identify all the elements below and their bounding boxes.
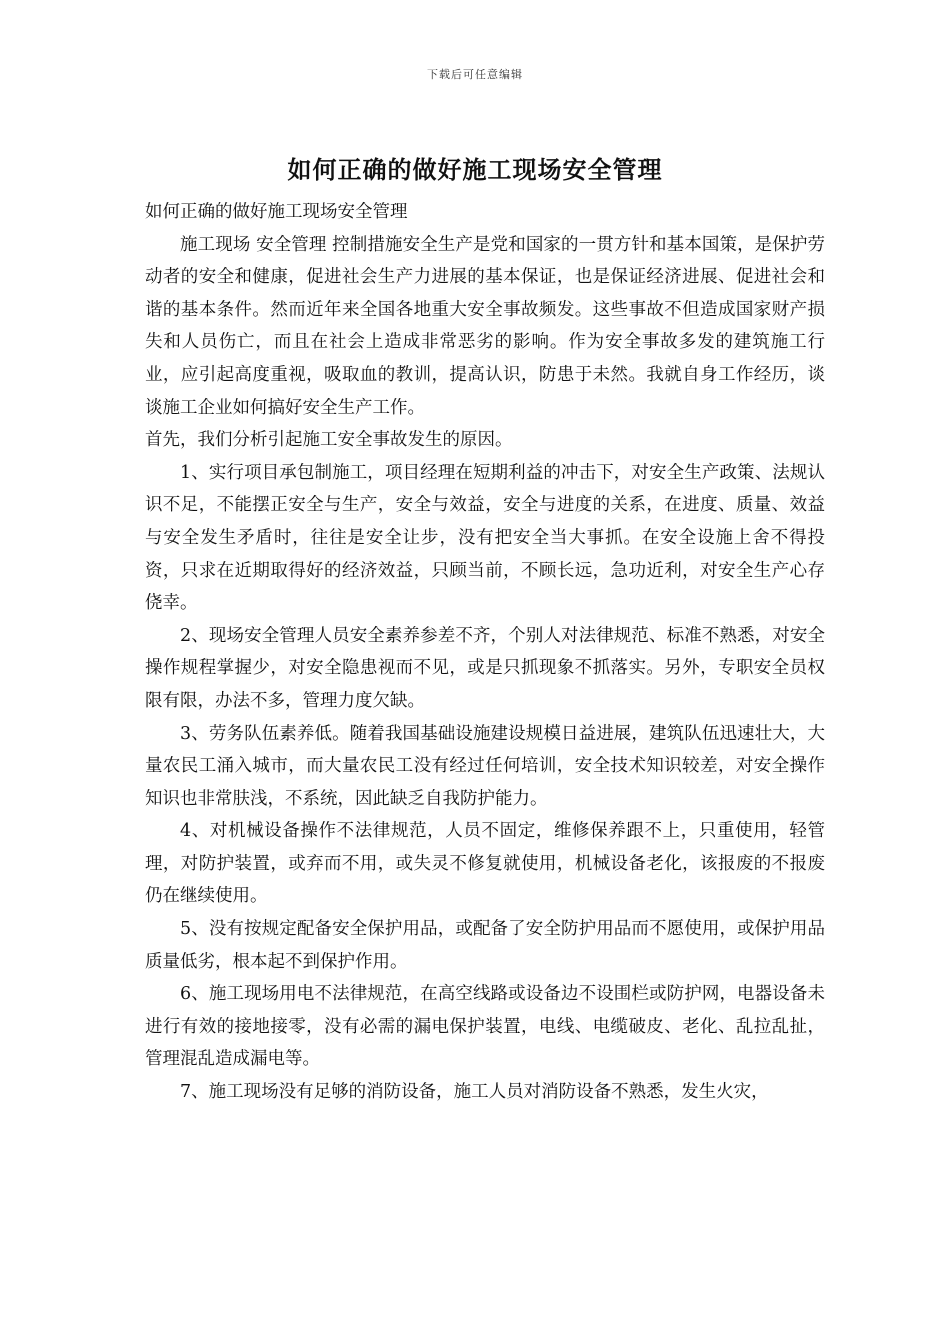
page-header-note: 下载后可任意编辑: [427, 68, 523, 81]
paragraph-cause-4: 4、对机械设备操作不法律规范，人员不固定，维修保养跟不上，只重使用，轻管理，对防护装置，或弃而不用，或失灵不修复就使用，机械设备老化，该报废的不报废仍在继续使用。: [145, 821, 825, 907]
paragraph-cause-5: 5、没有按规定配备安全保护用品，或配备了安全防护用品而不愿使用，或保护用品质量低劣，根本起不到保护作用。: [145, 919, 825, 972]
paragraph-cause-1: 1、实行项目承包制施工，项目经理在短期利益的冲击下，对安全生产政策、法规认识不足，不能摆正安全与生产，安全与效益，安全与进度的关系，在进度、质量、效益与安全发生矛盾时，往往是安全让步，没有把安全当大事抓。在安全设施上舍不得投资，只求在近期取得好的经济效益，只顾当前，不顾长远，急功近利，对安全生产心存侥幸。: [145, 462, 825, 614]
subtitle-line: 如何正确的做好施工现场安全管理: [145, 202, 408, 222]
document-body: [145, 196, 825, 1109]
paragraph-cause-3: 3、劳务队伍素养低。随着我国基础设施建设规模日益进展，建筑队伍迅速壮大，大量农民工涌入城市，而大量农民工没有经过任何培训，安全技术知识较差，对安全操作知识也非常肤浅，不系统，因此缺乏自我防护能力。: [145, 723, 825, 809]
document-title: 如何正确的做好施工现场安全管理: [287, 155, 663, 184]
paragraph-causes-lead: 首先，我们分析引起施工安全事故发生的原因。: [145, 430, 513, 451]
paragraph-cause-6: 6、施工现场用电不法律规范，在高空线路或设备边不设围栏或防护网，电器设备未进行有效的接地接零，没有必需的漏电保护装置，电线、电缆破皮、老化、乱拉乱扯，管理混乱造成漏电等。: [145, 984, 825, 1070]
paragraph-cause-7: 7、施工现场没有足够的消防设备，施工人员对消防设备不熟悉，发生火灾，: [180, 1082, 769, 1103]
paragraph-intro: 施工现场 安全管理 控制措施安全生产是党和国家的一贯方针和基本国策，是保护劳动者的安全和健康，促进社会生产力进展的基本保证，也是保证经济进展、促进社会和谐的基本条件。然而近年来全国各地重大安全事故频发。这些事故不但造成国家财产损失和人员伤亡，而且在社会上造成非常恶劣的影响。作为安全事故多发的建筑施工行业，应引起高度重视，吸取血的教训，提高认识，防患于未然。我就自身工作经历，谈谈施工企业如何搞好安全生产工作。: [145, 234, 825, 418]
paragraph-cause-2: 2、现场安全管理人员安全素养参差不齐，个别人对法律规范、标准不熟悉，对安全操作规程掌握少，对安全隐患视而不见，或是只抓现象不抓落实。另外，专职安全员权限有限，办法不多，管理力度欠缺。: [145, 625, 825, 711]
